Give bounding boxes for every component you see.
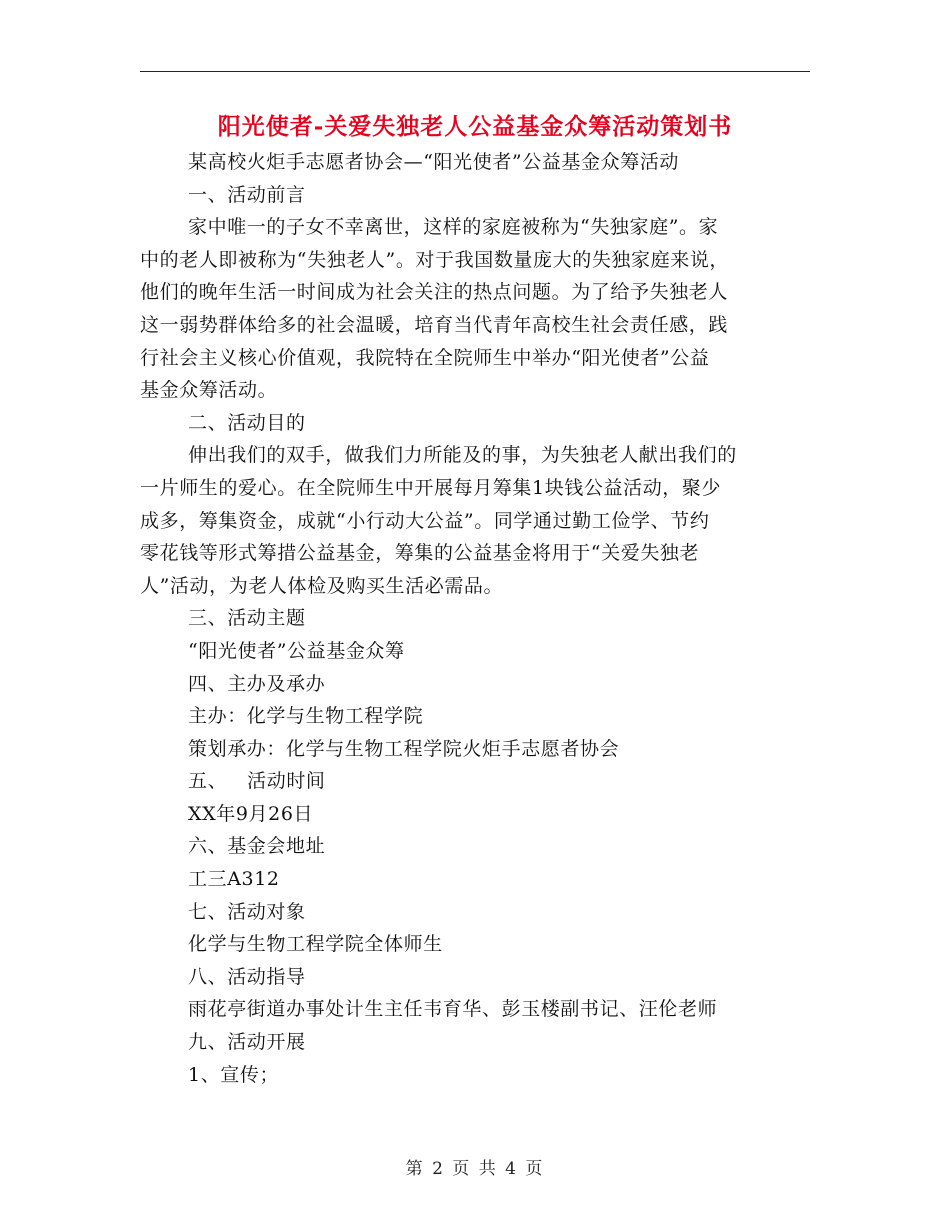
paragraph-line: 零花钱等形式筹措公益基金，筹集的公益基金将用于“关爱失独老 <box>140 542 700 565</box>
section-heading: 八、活动指导 <box>188 965 306 988</box>
section-heading: 四、主办及承办 <box>188 672 326 695</box>
paragraph-line: 家中唯一的子女不幸离世，这样的家庭被称为“失独家庭”。家 <box>188 216 719 239</box>
paragraph-line: 伸出我们的双手，做我们力所能及的事，为失独老人献出我们的 <box>188 444 737 467</box>
document-title: 阳光使者-关爱失独老人公益基金众筹活动策划书 <box>217 113 733 140</box>
section-heading: 九、活动开展 <box>188 1031 306 1054</box>
section-text: 主办：化学与生物工程学院 <box>188 705 424 728</box>
paragraph-line: 行社会主义核心价值观，我院特在全院师生中举办“阳光使者”公益 <box>140 346 710 369</box>
section-text: 策划承办：化学与生物工程学院火炬手志愿者协会 <box>188 737 620 760</box>
paragraph-line: 基金众筹活动。 <box>140 379 278 402</box>
section-heading: 一、活动前言 <box>188 183 306 206</box>
paragraph-line: 一片师生的爱心。在全院师生中开展每月筹集1块钱公益活动，聚少 <box>140 476 722 499</box>
section-text: 化学与生物工程学院全体师生 <box>188 933 443 956</box>
paragraph-line: 成多，筹集资金，成就“小行动大公益”。同学通过勤工俭学、节约 <box>140 509 710 532</box>
paragraph-line: 这一弱势群体给多的社会温暖，培育当代青年高校生社会责任感，践 <box>140 313 729 336</box>
section-text: 雨花亭街道办事处计生主任韦育华、彭玉楼副书记、汪伦老师 <box>188 998 718 1021</box>
section-text: XX年9月26日 <box>188 802 314 825</box>
section-heading: 七、活动对象 <box>188 900 306 923</box>
subtitle: 某高校火炬手志愿者协会—“阳光使者”公益基金众筹活动 <box>188 151 680 173</box>
section-text: “阳光使者”公益基金众筹 <box>188 639 405 662</box>
list-item: 1、宣传； <box>188 1063 280 1086</box>
paragraph-line: 中的老人即被称为“失独老人”。对于我国数量庞大的失独家庭来说， <box>140 248 730 271</box>
section-heading: 六、基金会地址 <box>188 835 326 858</box>
document-body <box>140 146 810 1091</box>
section-heading: 三、活动主题 <box>188 607 306 630</box>
paragraph-line: 人”活动，为老人体检及购买生活必需品。 <box>140 574 504 597</box>
section-text: 工三A312 <box>188 868 280 891</box>
header-rule <box>140 71 810 72</box>
section-heading: 五、 活动时间 <box>188 770 326 793</box>
page-number: 第 2 页 共 4 页 <box>405 1159 545 1179</box>
section-heading: 二、活动目的 <box>188 411 306 434</box>
paragraph-line: 他们的晚年生活一时间成为社会关注的热点问题。为了给予失独老人 <box>140 281 729 304</box>
